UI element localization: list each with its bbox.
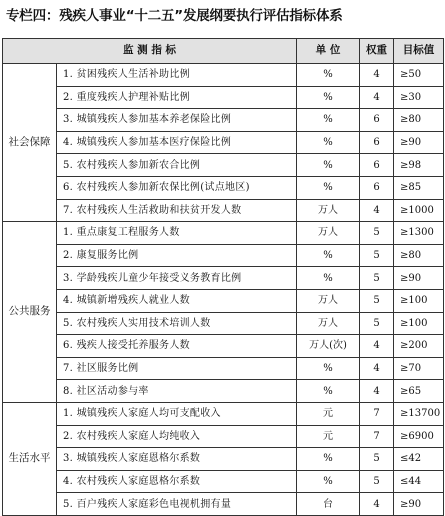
target-cell: ≥13700 <box>394 402 444 425</box>
target-cell: ≥90 <box>394 131 444 154</box>
header-target: 目标值 <box>394 39 444 64</box>
target-cell: ≥65 <box>394 380 444 403</box>
header-row <box>3 39 444 64</box>
indicator-table <box>2 38 444 516</box>
weight-cell: 6 <box>360 131 394 154</box>
unit-cell: 元 <box>297 425 360 448</box>
table-body <box>3 64 444 516</box>
unit-cell: 万人 <box>297 289 360 312</box>
table-row <box>3 131 444 154</box>
weight-cell: 5 <box>360 470 394 493</box>
table-row <box>3 425 444 448</box>
header-unit: 单 位 <box>297 39 360 64</box>
target-cell: ≤42 <box>394 448 444 471</box>
weight-cell: 5 <box>360 222 394 245</box>
indicator-cell: 3. 学龄残疾儿童少年接受义务教育比例 <box>57 267 297 290</box>
target-cell: ≥70 <box>394 357 444 380</box>
table-row <box>3 244 444 267</box>
unit-cell: 元 <box>297 402 360 425</box>
indicator-cell: 2. 重度残疾人护理补贴比例 <box>57 86 297 109</box>
unit-cell: % <box>297 267 360 290</box>
table-row <box>3 493 444 516</box>
target-cell: ≥6900 <box>394 425 444 448</box>
weight-cell: 5 <box>360 289 394 312</box>
unit-cell: 万人 <box>297 312 360 335</box>
table-row <box>3 470 444 493</box>
indicator-cell: 5. 百户残疾人家庭彩色电视机拥有量 <box>57 493 297 516</box>
target-cell: ≤44 <box>394 470 444 493</box>
unit-cell: % <box>297 154 360 177</box>
unit-cell: 万人(次) <box>297 335 360 358</box>
indicator-cell: 4. 农村残疾人家庭恩格尔系数 <box>57 470 297 493</box>
target-cell: ≥80 <box>394 244 444 267</box>
indicator-cell: 5. 农村残疾人实用技术培训人数 <box>57 312 297 335</box>
weight-cell: 4 <box>360 493 394 516</box>
category-cell: 生活水平 <box>3 402 57 515</box>
unit-cell: % <box>297 176 360 199</box>
indicator-cell: 3. 城镇残疾人家庭恩格尔系数 <box>57 448 297 471</box>
target-cell: ≥98 <box>394 154 444 177</box>
table-row <box>3 335 444 358</box>
indicator-cell: 4. 城镇新增残疾人就业人数 <box>57 289 297 312</box>
unit-cell: % <box>297 131 360 154</box>
weight-cell: 7 <box>360 425 394 448</box>
unit-cell: 台 <box>297 493 360 516</box>
unit-cell: % <box>297 244 360 267</box>
target-cell: ≥90 <box>394 493 444 516</box>
weight-cell: 5 <box>360 312 394 335</box>
table-row <box>3 267 444 290</box>
weight-cell: 4 <box>360 357 394 380</box>
target-cell: ≥90 <box>394 267 444 290</box>
page-title: 专栏四：残疾人事业“十二五”发展纲要执行评估指标体系 <box>6 8 343 24</box>
target-cell: ≥85 <box>394 176 444 199</box>
weight-cell: 5 <box>360 244 394 267</box>
target-cell: ≥30 <box>394 86 444 109</box>
indicator-cell: 2. 农村残疾人家庭人均纯收入 <box>57 425 297 448</box>
indicator-cell: 7. 社区服务比例 <box>57 357 297 380</box>
table-row <box>3 109 444 132</box>
indicator-cell: 1. 贫困残疾人生活补助比例 <box>57 64 297 87</box>
unit-cell: 万人 <box>297 199 360 222</box>
indicator-cell: 4. 城镇残疾人参加基本医疗保险比例 <box>57 131 297 154</box>
weight-cell: 4 <box>360 335 394 358</box>
table-row <box>3 357 444 380</box>
weight-cell: 4 <box>360 64 394 87</box>
target-cell: ≥50 <box>394 64 444 87</box>
weight-cell: 4 <box>360 380 394 403</box>
unit-cell: % <box>297 448 360 471</box>
target-cell: ≥100 <box>394 289 444 312</box>
target-cell: ≥100 <box>394 312 444 335</box>
weight-cell: 4 <box>360 86 394 109</box>
table-row <box>3 199 444 222</box>
unit-cell: % <box>297 380 360 403</box>
table-row <box>3 312 444 335</box>
table-row <box>3 380 444 403</box>
table-row <box>3 154 444 177</box>
indicator-cell: 1. 城镇残疾人家庭人均可支配收入 <box>57 402 297 425</box>
weight-cell: 6 <box>360 109 394 132</box>
target-cell: ≥1300 <box>394 222 444 245</box>
table-row <box>3 64 444 87</box>
table-row <box>3 402 444 425</box>
header-indicator: 监 测 指 标 <box>3 39 297 64</box>
indicator-cell: 3. 城镇残疾人参加基本养老保险比例 <box>57 109 297 132</box>
weight-cell: 4 <box>360 199 394 222</box>
unit-cell: % <box>297 357 360 380</box>
weight-cell: 6 <box>360 154 394 177</box>
table-row <box>3 86 444 109</box>
indicator-cell: 2. 康复服务比例 <box>57 244 297 267</box>
indicator-cell: 8. 社区活动参与率 <box>57 380 297 403</box>
unit-cell: % <box>297 109 360 132</box>
unit-cell: 万人 <box>297 222 360 245</box>
header-weight: 权重 <box>360 39 394 64</box>
unit-cell: % <box>297 64 360 87</box>
weight-cell: 5 <box>360 267 394 290</box>
weight-cell: 6 <box>360 176 394 199</box>
unit-cell: % <box>297 86 360 109</box>
table-row <box>3 289 444 312</box>
target-cell: ≥80 <box>394 109 444 132</box>
weight-cell: 5 <box>360 448 394 471</box>
table-row <box>3 448 444 471</box>
category-cell: 公共服务 <box>3 222 57 403</box>
indicator-cell: 7. 农村残疾人生活救助和扶贫开发人数 <box>57 199 297 222</box>
indicator-cell: 6. 农村残疾人参加新农保比例(试点地区) <box>57 176 297 199</box>
table-row <box>3 222 444 245</box>
indicator-cell: 1. 重点康复工程服务人数 <box>57 222 297 245</box>
unit-cell: % <box>297 470 360 493</box>
target-cell: ≥1000 <box>394 199 444 222</box>
indicator-cell: 5. 农村残疾人参加新农合比例 <box>57 154 297 177</box>
table-row <box>3 176 444 199</box>
indicator-cell: 6. 残疾人接受托养服务人数 <box>57 335 297 358</box>
category-cell: 社会保障 <box>3 64 57 222</box>
weight-cell: 7 <box>360 402 394 425</box>
target-cell: ≥200 <box>394 335 444 358</box>
